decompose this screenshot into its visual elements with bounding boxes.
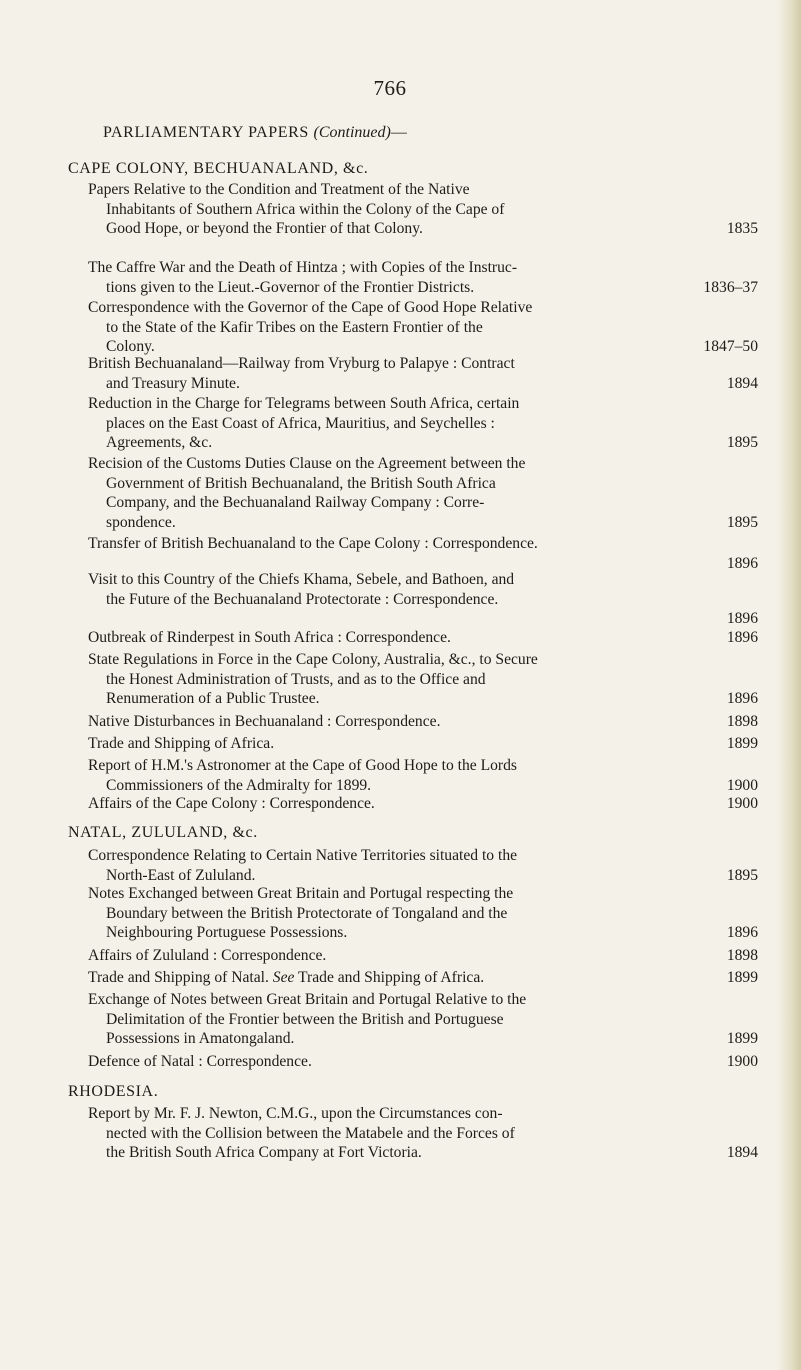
entry-line: [88, 374, 758, 394]
entry-text: Trade and Shipping of Africa.: [88, 735, 275, 752]
entry-text: Reduction in the Charge for Telegrams between South Africa, certain: [88, 395, 520, 412]
entry-text: Agreements, &c.: [106, 434, 213, 452]
entry-year: 1836–37: [703, 278, 758, 296]
entry: [88, 628, 758, 648]
entry: [88, 1052, 758, 1072]
entry-year: 1896: [726, 554, 758, 572]
entry: [88, 946, 758, 966]
entry-text: Defence of Natal : Correspondence.: [88, 1053, 312, 1070]
entry-line: [88, 318, 758, 338]
entry: [88, 968, 758, 988]
entry-line: [88, 570, 758, 590]
entry-text: Report by Mr. F. J. Newton, C.M.G., upon the Circumstances con-: [88, 1105, 503, 1122]
entry-text: Visit to this Country of the Chiefs Khama, Sebele, and Bathoen, and: [88, 571, 515, 588]
entry-year: 1899: [726, 969, 758, 986]
section-heading: RHODESIA.: [68, 1083, 159, 1100]
entry-line: [88, 968, 758, 988]
entry-text: and Treasury Minute.: [106, 374, 240, 392]
entry-text: Delimitation of the Frontier between the British and Portuguese: [106, 1010, 504, 1028]
entry-year: 1895: [726, 866, 758, 884]
entry-line: [88, 454, 758, 474]
entry-line: [88, 1010, 758, 1030]
entry-text: Correspondence Relating to Certain Native Territories situated to the: [88, 847, 518, 864]
entry-year: 1894: [726, 1144, 758, 1162]
entry-text: Correspondence with the Governor of the Cape of Good Hope Relative: [88, 299, 533, 316]
entry: [88, 756, 758, 795]
entry: [88, 454, 758, 532]
entry-year: 1895: [726, 513, 758, 531]
entry-year: 1896: [726, 629, 758, 646]
entry-text: British Bechuanaland—Railway from Vryburg to Palapye : Contract: [88, 355, 515, 372]
entry-text: The Caffre War and the Death of Hintza ; with Copies of the Instruc-: [88, 259, 518, 276]
entry-line: [88, 904, 758, 924]
entry: [88, 846, 758, 885]
entry-year: 1898: [726, 947, 758, 964]
section-heading: NATAL, ZULULAND, &c.: [68, 824, 258, 841]
entry-text: Possessions in Amatongaland.: [106, 1030, 295, 1048]
entry-line: [88, 258, 758, 278]
entry-text: Trade and Shipping of Natal. See Trade and Shipping of Africa.: [88, 969, 485, 986]
entry-line: [88, 946, 758, 966]
entry: [88, 180, 758, 239]
entry-text: nected with the Collision between the Matabele and the Forces of: [106, 1124, 515, 1142]
entry-line: [88, 1143, 758, 1163]
entry-year: 1835: [726, 220, 758, 238]
entry-line: [88, 394, 758, 414]
entry-line: [88, 200, 758, 220]
entry: [88, 990, 758, 1049]
entry-text: Commissioners of the Admiralty for 1899.: [106, 776, 372, 794]
entry-line: [88, 180, 758, 200]
entry: [88, 394, 758, 453]
entry-text: the Honest Administration of Trusts, and as to the Office and: [106, 670, 486, 688]
entry-year: 1899: [726, 1030, 758, 1048]
entry-line: [88, 756, 758, 776]
entry-line: [88, 776, 758, 796]
entry-year: 1896: [726, 610, 758, 628]
running-head-continued: (Continued): [313, 124, 391, 141]
entry-line: [88, 590, 758, 610]
entry-line: [88, 794, 758, 814]
entry-line: [88, 884, 758, 904]
entry-year: 1900: [726, 776, 758, 794]
entry: [88, 298, 758, 357]
entry-line: [88, 1124, 758, 1144]
entry-line: [88, 846, 758, 866]
entry-text: Government of British Bechuanaland, the British South Africa: [106, 474, 496, 492]
entry-text: spondence.: [106, 513, 176, 531]
entry-line: [88, 1052, 758, 1072]
entry-line: [88, 1029, 758, 1049]
entry-year: 1899: [726, 735, 758, 752]
entry-text: tions given to the Lieut.-Governor of the Frontier Districts.: [106, 278, 475, 296]
entry-line: [88, 278, 758, 298]
entry-line: [88, 923, 758, 943]
entry-text: Affairs of Zululand : Correspondence.: [88, 947, 327, 964]
page-edge-shading: [777, 0, 801, 1370]
entry: [88, 884, 758, 943]
entry-line: [88, 493, 758, 513]
entry-year: 1896: [726, 690, 758, 708]
entry-text: Renumeration of a Public Trustee.: [106, 690, 320, 708]
entry-line: [88, 513, 758, 533]
entry-year: 1847–50: [703, 338, 758, 356]
running-head-title: PARLIAMENTARY PAPERS: [103, 124, 314, 141]
entry-text: Recision of the Customs Duties Clause on the Agreement between the: [88, 455, 526, 472]
entry-text: to the State of the Kafir Tribes on the Eastern Frontier of the: [106, 318, 483, 336]
entry-line: [88, 650, 758, 670]
entry-line: [88, 1104, 758, 1124]
entry-text: State Regulations in Force in the Cape Colony, Australia, &c., to Secure: [88, 651, 538, 668]
entry: [88, 650, 758, 709]
entry-text: Affairs of the Cape Colony : Correspondence.: [88, 795, 375, 812]
entry-line: [88, 414, 758, 434]
entry-text: Papers Relative to the Condition and Treatment of the Native: [88, 181, 470, 198]
entry-line: [88, 628, 758, 648]
entry-text: Report of H.M.'s Astronomer at the Cape of Good Hope to the Lords: [88, 757, 517, 774]
entry-text: the Future of the Bechuanaland Protectorate : Correspondence.: [106, 590, 499, 608]
entry-text: Transfer of British Bechuanaland to the Cape Colony : Correspondence.: [88, 535, 538, 552]
entry-line: [88, 990, 758, 1010]
entry-year: 1895: [726, 434, 758, 452]
entry-text: Exchange of Notes between Great Britain and Portugal Relative to the: [88, 991, 527, 1008]
entry: [88, 534, 758, 573]
section-heading: CAPE COLONY, BECHUANALAND, &c.: [68, 160, 369, 177]
entry-year: 1900: [726, 1053, 758, 1070]
entry-line: [88, 689, 758, 709]
entry-text: the British South Africa Company at Fort Victoria.: [106, 1144, 422, 1162]
entry-text: North-East of Zululand.: [106, 866, 256, 884]
entry-text: Colony.: [106, 338, 155, 356]
entry-line: [88, 219, 758, 239]
running-head-dash: —: [390, 124, 408, 141]
entry-line: [88, 298, 758, 318]
entry: [88, 354, 758, 393]
entry: [88, 1104, 758, 1163]
entry-line: [88, 534, 758, 554]
entry-line: [88, 734, 758, 754]
entry-year: 1900: [726, 795, 758, 812]
entry-text: Good Hope, or beyond the Frontier of that Colony.: [106, 220, 423, 238]
entry: [88, 712, 758, 732]
entry-text: Outbreak of Rinderpest in South Africa : Correspondence.: [88, 629, 451, 646]
entry-text: Notes Exchanged between Great Britain and Portugal respecting the: [88, 885, 514, 902]
entry-text: Company, and the Bechuanaland Railway Company : Corre-: [106, 494, 485, 512]
entry: [88, 734, 758, 754]
entry-line: [88, 354, 758, 374]
entry-line: [88, 670, 758, 690]
entry-year: 1896: [726, 924, 758, 942]
entry-text: Inhabitants of Southern Africa within the Colony of the Cape of: [106, 200, 505, 218]
entry-text: places on the East Coast of Africa, Mauritius, and Seychelles :: [106, 414, 495, 432]
entry-year: 1894: [726, 374, 758, 392]
page-number: 766: [373, 76, 407, 100]
entry-line: [88, 474, 758, 494]
running-head: [103, 124, 407, 142]
entry: [88, 570, 758, 629]
entry-line: [88, 866, 758, 886]
entry: [88, 794, 758, 814]
entry-text: Boundary between the British Protectorate of Tongaland and the: [106, 904, 508, 922]
entry-text: Native Disturbances in Bechuanaland : Correspondence.: [88, 713, 441, 730]
entry-year: 1898: [726, 713, 758, 730]
entry-line: [88, 433, 758, 453]
entry: [88, 258, 758, 297]
entry-text: Neighbouring Portuguese Possessions.: [106, 924, 348, 942]
entry-line: [88, 712, 758, 732]
